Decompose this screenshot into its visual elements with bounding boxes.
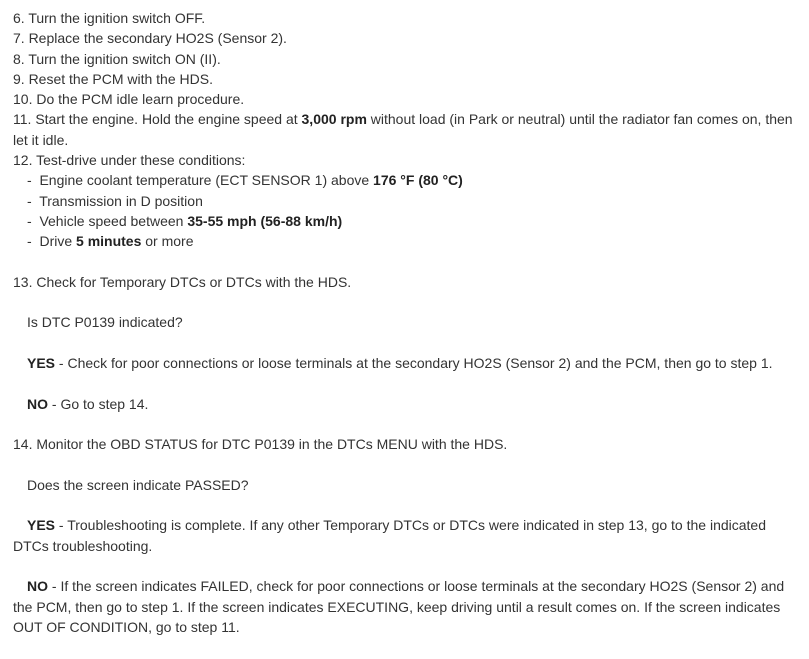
yes-label: YES [27, 355, 56, 372]
step-6: 6. Turn the ignition switch OFF. [13, 10, 206, 26]
condition-speed [13, 211, 799, 231]
no-label: NO [27, 578, 48, 595]
no-label: NO [27, 395, 48, 412]
step-11-text-c: without load (in Park or neutral) until the radiator fan comes on, then let it idle. [13, 111, 793, 148]
spacer [13, 455, 799, 475]
condition-coolant [13, 170, 799, 190]
step-14-question: Does the screen indicate PASSED? [27, 476, 249, 493]
step-13-yes [13, 353, 799, 373]
step-11 [13, 109, 799, 150]
spacer [13, 495, 799, 515]
step-14-yes [13, 515, 799, 556]
step-9: 9. Reset the PCM with the HDS. [13, 70, 213, 87]
yes-label: YES [27, 517, 56, 534]
spacer [13, 333, 799, 353]
condition-drive-text-a: Drive [39, 233, 77, 250]
condition-drive-time [13, 231, 799, 251]
condition-transmission-text: Transmission in D position [39, 192, 203, 209]
step-13-question: Is DTC P0139 indicated? [27, 314, 183, 331]
condition-drive-text-c: or more [141, 233, 194, 250]
condition-speed-value: 35-55 mph (56-88 km/h) [187, 212, 343, 229]
spacer [13, 252, 799, 272]
condition-bullet: - [27, 172, 32, 189]
step-13: 13. Check for Temporary DTCs or DTCs with the HDS. [13, 273, 352, 290]
step-13-yes-text: - Check for poor connections or loose terminals at the secondary HO2S (Sensor 2) and the PCM, then go to step 1. [55, 355, 773, 372]
spacer [13, 373, 799, 393]
condition-drive-value: 5 minutes [76, 233, 142, 250]
step-11-text-a: 11. Start the engine. Hold the engine speed at [13, 111, 302, 128]
spacer [13, 556, 799, 576]
step-13-no-text: - Go to step 14. [48, 395, 149, 412]
step-12: 12. Test-drive under these conditions: [13, 152, 246, 169]
step-7: 7. Replace the secondary HO2S (Sensor 2). [13, 30, 287, 47]
condition-bullet: - [27, 233, 32, 250]
step-14-no-text: - If the screen indicates FAILED, check for poor connections or loose terminals at the secondary HO2S (Sensor 2) and the PCM, then go to step 1. If the screen indicates EXECUTING, keep driving until a result comes on. If the screen indicates OUT OF CONDITION, go to step 11. [13, 578, 785, 635]
step-10: 10. Do the PCM idle learn procedure. [13, 91, 245, 108]
step-13-no [13, 394, 799, 414]
step-8: 8. Turn the ignition switch ON (II). [13, 50, 221, 67]
condition-bullet: - [27, 192, 32, 209]
condition-coolant-text: Engine coolant temperature (ECT SENSOR 1) above [39, 172, 374, 189]
condition-bullet: - [27, 212, 32, 229]
condition-coolant-value: 176 °F (80 °C) [373, 172, 463, 189]
step-14-yes-text: - Troubleshooting is complete. If any other Temporary DTCs or DTCs were indicated in step 13, go to the indicated DTCs troubleshooting. [13, 517, 766, 554]
spacer [13, 414, 799, 434]
step-11-rpm: 3,000 rpm [301, 111, 367, 128]
spacer [13, 292, 799, 312]
condition-speed-text: Vehicle speed between [39, 212, 188, 229]
condition-transmission [13, 191, 799, 211]
step-14: 14. Monitor the OBD STATUS for DTC P0139 in the DTCs MENU with the HDS. [13, 436, 508, 453]
step-14-no [13, 576, 799, 637]
